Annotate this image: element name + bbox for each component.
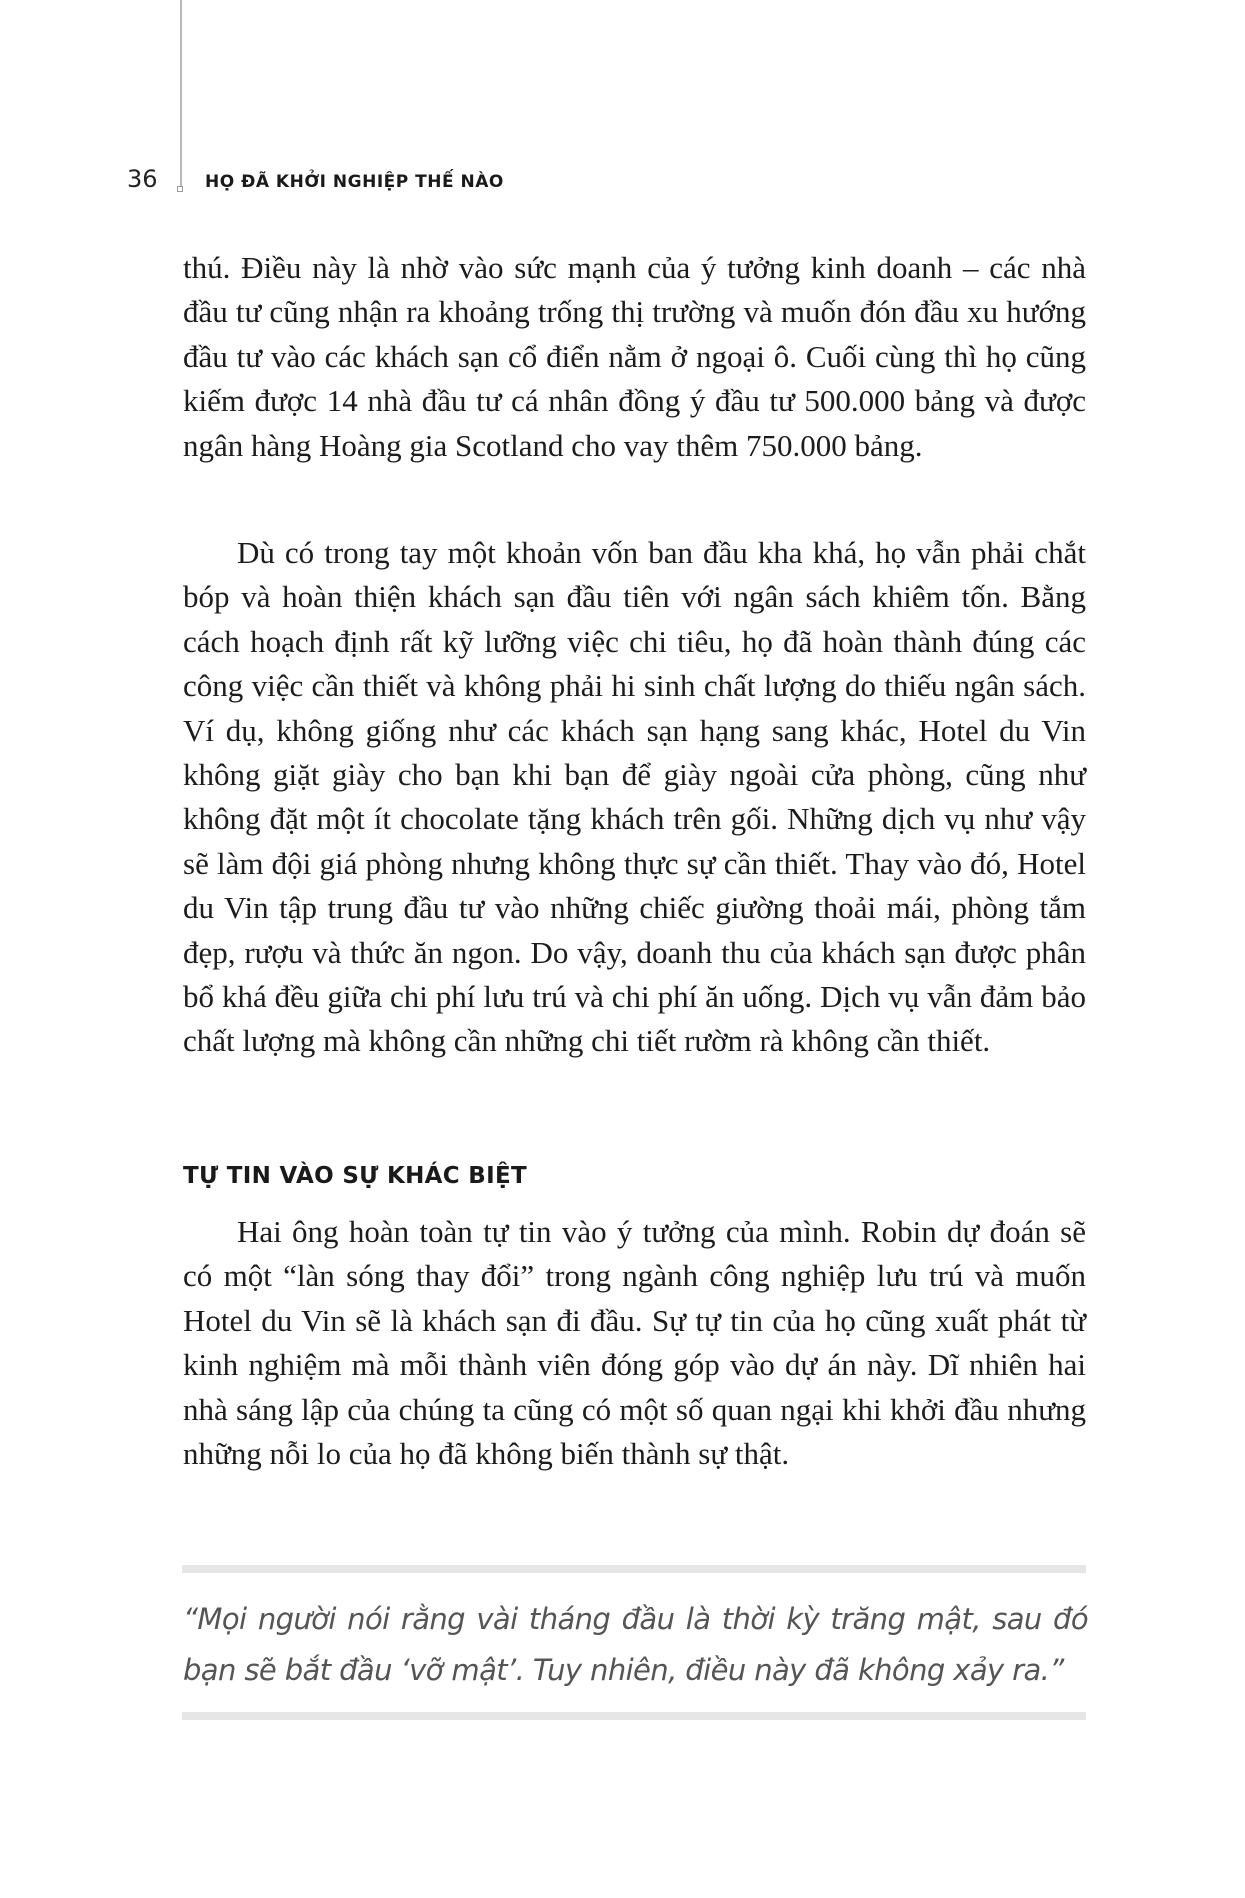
paragraph-block-3 xyxy=(183,1210,1086,1476)
pull-quote-top-bar xyxy=(182,1565,1086,1573)
body-paragraph: Dù có trong tay một khoản vốn ban đầu kha khá, họ vẫn phải chắt bóp và hoàn thiện khách sạn đầu tiên với ngân sách khiêm tốn. Bằng cách hoạch định rất kỹ lưỡng việc chi tiêu, họ đã hoàn thành đúng các công việc cần thiết và không phải hi sinh chất lượng do thiếu ngân sách. Ví dụ, không giống như các khách sạn hạng sang khác, Hotel du Vin không giặt giày cho bạn khi bạn để giày ngoài cửa phòng, cũng như không đặt một ít chocolate tặng khách trên gối. Những dịch vụ như vậy sẽ làm đội giá phòng nhưng không thực sự cần thiết. Thay vào đó, Hotel du Vin tập trung đầu tư vào những chiếc giường thoải mái, phòng tắm đẹp, rượu và thức ăn ngon. Do vậy, doanh thu của khách sạn được phân bổ khá đều giữa chi phí lưu trú và chi phí ăn uống. Dịch vụ vẫn đảm bảo chất lượng mà không cần những chi tiết rườm rà không cần thiết. xyxy=(183,535,1086,1059)
paragraph-block-2 xyxy=(183,531,1086,1064)
pull-quote: “Mọi người nói rằng vài tháng đầu là thời kỳ trăng mật, sau đó bạn sẽ bắt đầu ‘vỡ mật’. Tuy nhiên, điều này đã không xảy ra.” xyxy=(183,1602,1088,1687)
margin-rule xyxy=(180,0,182,188)
body-paragraph: Hai ông hoàn toàn tự tin vào ý tưởng của mình. Robin dự đoán sẽ có một “làn sóng thay đổi” trong ngành công nghiệp lưu trú và muốn Hotel du Vin sẽ là khách sạn đi đầu. Sự tự tin của họ cũng xuất phát từ kinh nghiệm mà mỗi thành viên đóng góp vào dự án này. Dĩ nhiên hai nhà sáng lập của chúng ta cũng có một số quan ngại khi khởi đầu nhưng những nỗi lo của họ đã không biến thành sự thật. xyxy=(183,1214,1086,1472)
running-head-title: HỌ ĐÃ KHỞI NGHIỆP THẾ NÀO xyxy=(205,172,504,192)
paragraph-block-1 xyxy=(183,246,1086,468)
pull-quote-bottom-bar xyxy=(182,1712,1086,1720)
margin-rule-square-marker xyxy=(177,186,183,192)
page-number: 36 xyxy=(127,165,158,193)
body-paragraph: thú. Điều này là nhờ vào sức mạnh của ý tưởng kinh doanh – các nhà đầu tư cũng nhận ra khoảng trống thị trường và muốn đón đầu xu hướng đầu tư vào các khách sạn cổ điển nằm ở ngoại ô. Cuối cùng thì họ cũng kiếm được 14 nhà đầu tư cá nhân đồng ý đầu tư 500.000 bảng và được ngân hàng Hoàng gia Scotland cho vay thêm 750.000 bảng. xyxy=(183,250,1086,463)
section-heading: TỰ TIN VÀO SỰ KHÁC BIỆT xyxy=(183,1163,527,1189)
